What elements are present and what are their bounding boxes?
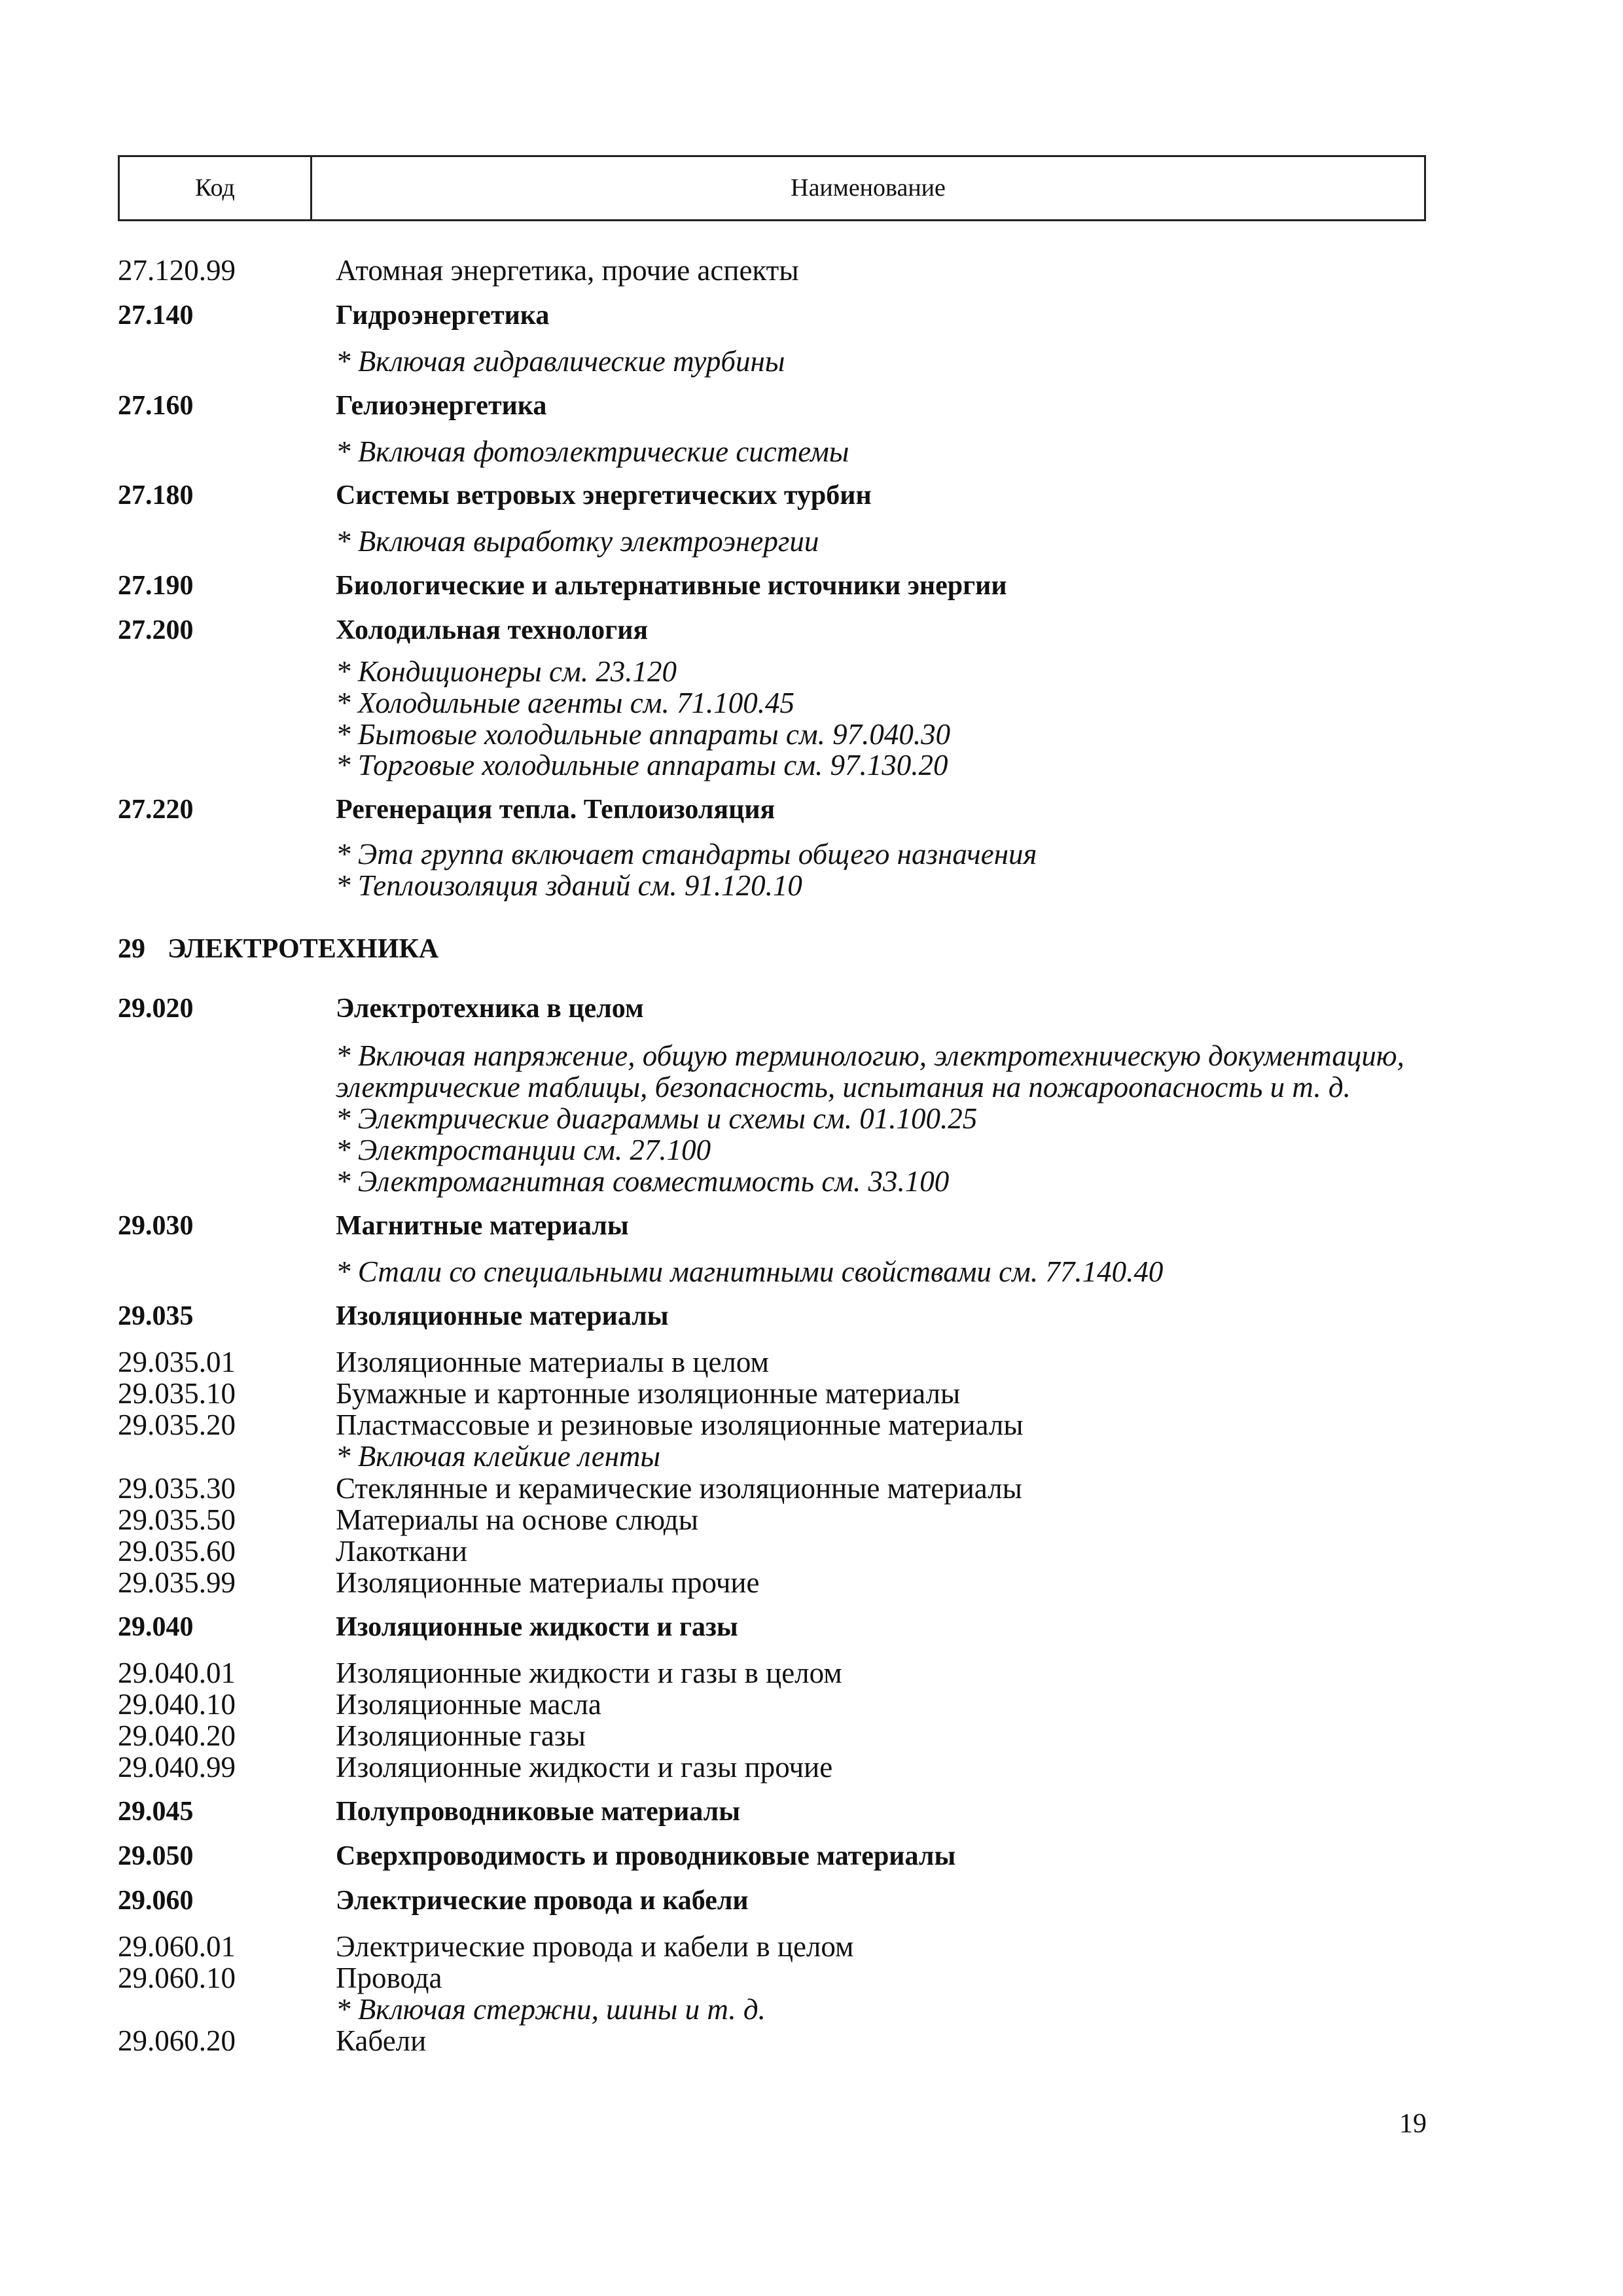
row-text: * Холодильные агенты см. 71.100.45	[336, 687, 794, 719]
row-text: Гидроэнергетика	[336, 300, 550, 331]
row-text: Электротехника в целом	[336, 994, 644, 1024]
row-text: * Включая клейкие ленты	[336, 1440, 661, 1473]
row-code: 29.040.20	[118, 1719, 236, 1752]
row-text: Бумажные и картонные изоляционные материалы	[336, 1377, 961, 1410]
row-code: 29.035	[118, 1301, 194, 1331]
row-text: Изоляционные материалы прочие	[336, 1566, 760, 1599]
header-name: Наименование	[791, 174, 946, 202]
row-text: Пластмассовые и резиновые изоляционные материалы	[336, 1408, 1024, 1441]
row-text: Биологические и альтернативные источники энергии	[336, 571, 1007, 601]
row-text: Сверхпроводимость и проводниковые материалы	[336, 1841, 956, 1871]
row-code: 29.040.99	[118, 1751, 236, 1784]
row-text: электрические таблицы, безопасность, испытания на пожароопасность и т. д.	[336, 1071, 1351, 1103]
header-code: Код	[195, 174, 235, 202]
row-code: 29.060.10	[118, 1962, 236, 1994]
row-text: Электрические провода и кабели	[336, 1886, 749, 1916]
row-code: 29.045	[118, 1797, 194, 1827]
row-code: 27.160	[118, 391, 194, 421]
row-code: 29.035.60	[118, 1535, 236, 1568]
row-text: Провода	[336, 1962, 442, 1994]
row-code: 29.040.01	[118, 1657, 236, 1689]
row-text: * Электрические диаграммы и схемы см. 01.100.25	[336, 1102, 978, 1135]
row-text: Полупроводниковые материалы	[336, 1797, 741, 1827]
row-code: 27.180	[118, 480, 194, 511]
row-text: Регенерация тепла. Теплоизоляция	[336, 795, 776, 825]
row-code: 29.050	[118, 1841, 194, 1871]
row-code: 29.035.30	[118, 1472, 236, 1505]
row-code: 29.030	[118, 1211, 194, 1241]
row-text: Холодильная технология	[336, 615, 649, 645]
row-text: * Включая гидравлические турбины	[336, 345, 785, 378]
row-text: Кабели	[336, 2024, 427, 2057]
row-text: * Электромагнитная совместимость см. 33.100	[336, 1165, 950, 1198]
row-text: Магнитные материалы	[336, 1211, 629, 1241]
row-text: * Электростанции см. 27.100	[336, 1134, 711, 1166]
row-text: Изоляционные материалы в целом	[336, 1346, 769, 1378]
row-text: Изоляционные масла	[336, 1688, 601, 1721]
row-code: 29.060	[118, 1886, 194, 1916]
row-text: * Стали со специальными магнитными свойствами см. 77.140.40	[336, 1255, 1164, 1288]
section-number: 29	[118, 934, 145, 964]
row-code: 29.040.10	[118, 1688, 236, 1721]
row-code: 27.120.99	[118, 254, 236, 287]
row-text: * Торговые холодильные аппараты см. 97.130.20	[336, 749, 948, 781]
section-title: ЭЛЕКТРОТЕХНИКА	[168, 934, 439, 964]
row-text: * Кондиционеры см. 23.120	[336, 655, 677, 688]
row-text: Материалы на основе слюды	[336, 1503, 698, 1536]
row-text: Атомная энергетика, прочие аспекты	[336, 254, 799, 287]
row-text: * Включая фотоэлектрические системы	[336, 435, 849, 468]
row-text: Изоляционные жидкости и газы	[336, 1612, 738, 1642]
row-code: 29.060.01	[118, 1930, 236, 1963]
row-text: * Бытовые холодильные аппараты см. 97.040.30	[336, 718, 951, 751]
row-code: 27.220	[118, 795, 194, 825]
row-text: Гелиоэнергетика	[336, 391, 547, 421]
row-text: Изоляционные газы	[336, 1719, 586, 1752]
row-text: Стеклянные и керамические изоляционные материалы	[336, 1472, 1022, 1505]
row-text: * Включая стержни, шины и т. д.	[336, 1993, 766, 2026]
page-number: 19	[1399, 2109, 1427, 2139]
row-code: 29.040	[118, 1612, 194, 1642]
row-text: * Включая напряжение, общую терминологию, электротехническую документацию,	[336, 1039, 1404, 1072]
row-code: 29.035.99	[118, 1566, 236, 1599]
row-code: 27.190	[118, 571, 194, 601]
row-code: 29.035.50	[118, 1503, 236, 1536]
row-text: Системы ветровых энергетических турбин	[336, 480, 872, 511]
row-code: 29.035.20	[118, 1408, 236, 1441]
row-code: 29.020	[118, 994, 194, 1024]
row-text: * Включая выработку электроэнергии	[336, 525, 819, 558]
table-header	[118, 155, 1426, 221]
row-text: * Теплоизоляция зданий см. 91.120.10	[336, 869, 802, 902]
row-text: Изоляционные материалы	[336, 1301, 669, 1331]
row-text: Электрические провода и кабели в целом	[336, 1930, 854, 1963]
row-code: 27.200	[118, 615, 194, 645]
row-code: 29.060.20	[118, 2024, 236, 2057]
row-text: Лакоткани	[336, 1535, 467, 1568]
row-code: 29.035.10	[118, 1377, 236, 1410]
row-code: 29.035.01	[118, 1346, 236, 1378]
row-text: * Эта группа включает стандарты общего назначения	[336, 838, 1037, 870]
row-code: 27.140	[118, 300, 194, 331]
row-text: Изоляционные жидкости и газы в целом	[336, 1657, 842, 1689]
row-text: Изоляционные жидкости и газы прочие	[336, 1751, 833, 1784]
